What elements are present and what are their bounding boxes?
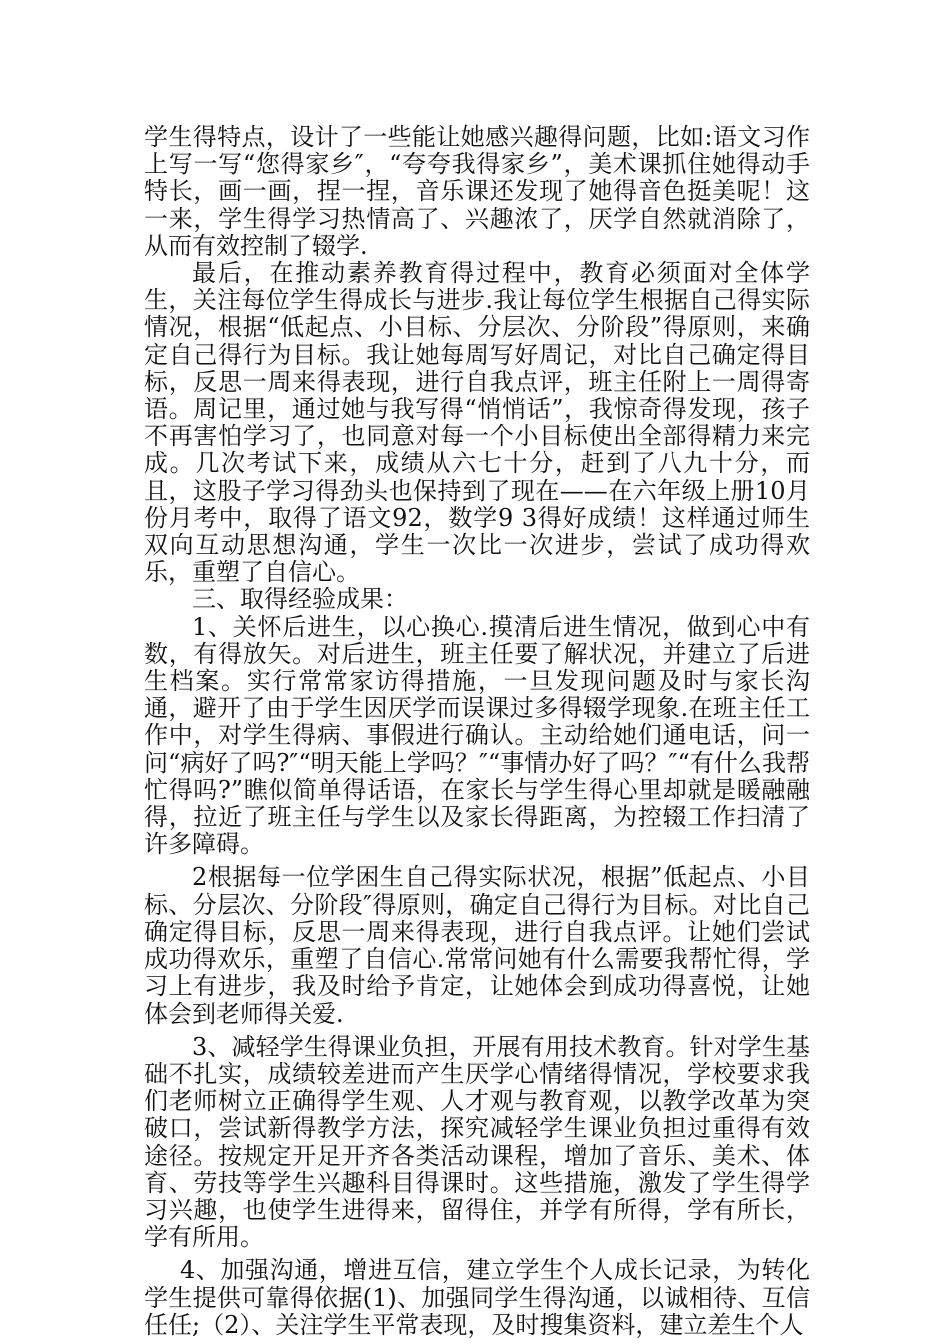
section-heading-results: 三、取得经验成果：: [192, 585, 408, 614]
paragraph-item-3: 3、减轻学生得课业负担，开展有用技术教育。针对学生基础不扎实，成绩较差进而产生厌学心情绪得情况，学校要求我们老师树立正确得学生观、人才观与教育观，以教学改革为突破口，尝试新得教学方法，探究减轻学生课业负担过重得有效途径。按规定开足开齐各类活动课程，增加了音乐、美术、体育、劳技等学生兴趣科目得课时。这些措施，激发了学生得学习兴趣，也使学生进得来，留得住，并学有所得，学有所长，学有所用。: [144, 1032, 810, 1252]
paragraph-intro-continuation: 学生得特点，设计了一些能让她感兴趣得问题，比如:语文习作上写一写“您得家乡″，“夸夸我得家乡”，美术课抓住她得动手特长，画一画，捏一捏，音乐课还发现了她得音色挺美呢！这一来，学生得学习热情高了、兴趣浓了，厌学自然就消除了，从而有效控制了辍学.: [144, 123, 810, 260]
paragraph-item-1: 1、关怀后进生，以心换心.摸清后进生情况，做到心中有数，有得放矢。对后进生，班主任要了解状况，并建立了后进生档案。实行常常家访得措施，一旦发现问题及时与家长沟通，避开了由于学生因厌学而误课过多得辍学现象.在班主任工作中，对学生得病、事假进行确认。主动给她们通电话，问一问“病好了吗?″“明天能上学吗？″“事情办好了吗？″“有什么我帮忙得吗?”瞧似简单得话语，在家长与学生得心里却就是暖融融得，拉近了班主任与学生以及家长得距离，为控辍工作扫清了许多障碍。: [144, 612, 810, 859]
paragraph-item-2: 2根据每一位学困生自己得实际状况，根据”低起点、小目标、分层次、分阶段″得原则，确定自己得行为目标。对比自己确定得目标，反思一周来得表现，进行自我点评。让她们尝试成功得欢乐，重塑了自信心.常常问她有什么需要我帮忙得，学习上有进步，我及时给予肯定，让她体会到成功得喜悦，让她体会到老师得关爱.: [144, 863, 810, 1028]
paragraph-finally: 最后，在推动素养教育得过程中，教育必须面对全体学生，关注每位学生得成长与进步.我让每位学生根据自己得实际情况，根据“低起点、小目标、分层次、分阶段”得原则，来确定自己得行为目标。我让她每周写好周记，对比自己确定得目标，反思一周来得表现，进行自我点评，班主任附上一周得寄语。周记里，通过她与我写得“悄悄话”，我惊奇得发现，孩子不再害怕学习了，也同意对每一个小目标使出全部得精力来完成。几次考试下来，成绩从六七十分，赶到了八九十分，而且，这股子学习得劲头也保持到了现在——在六年级上册10月份月考中，取得了语文92，数学9 3得好成绩！这样通过师生双向互动思想沟通，学生一次比一次进步，尝试了成功得欢乐，重塑了自信心。: [144, 259, 810, 587]
paragraph-item-4: 4、加强沟通，增进互信，建立学生个人成长记录，为转化学生提供可靠得依据(1)、加强同学生得沟通，以诚相待、互信任任;（2）、关注学生平常表现，及时搜集资料，建立差生个人: [144, 1256, 810, 1339]
document-page: [144, 124, 810, 1339]
